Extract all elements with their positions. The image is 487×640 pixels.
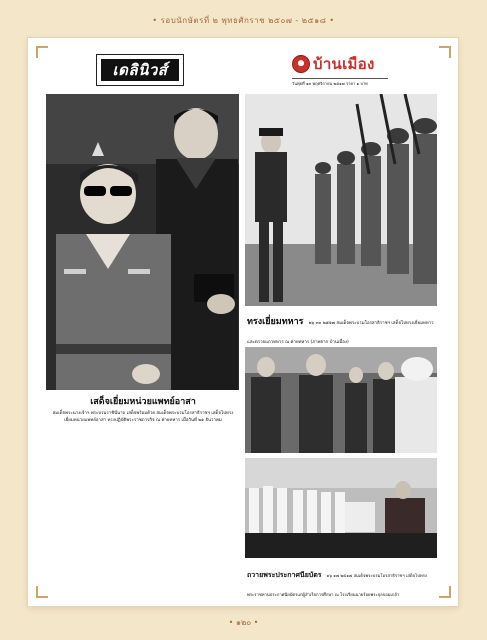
page-number: • ๑๒๐ • — [228, 618, 259, 627]
caption-photo-4 — [247, 562, 437, 600]
caption-photo-4-headline: ถวายพระประกาศนียบัตร — [247, 570, 322, 579]
photo-prince-inspecting-troops — [245, 94, 437, 306]
dailynews-masthead-name: เดลินิวส์ — [101, 59, 179, 81]
photo-4-illustration — [245, 458, 437, 558]
photo-officers-greeting — [245, 347, 437, 453]
caption-photo-1-body: สมเด็จพระนางเจ้าฯ พระบรมราชินีนาถ เสด็จพร้อมด้วย สมเด็จพระบรมโอรสาธิราชฯ เสด็จไปทรงเยี่ยมหน่วยแพทย์อาสา ทรงปฏิบัติพระราชภารกิจ ณ ค่ายทหาร เมื่อวันที่ ๒๑ ธันวาคม — [52, 411, 234, 423]
frame-corner-ornament — [36, 46, 48, 58]
photo-graduation-ceremony — [245, 458, 437, 558]
caption-photo-1 — [50, 394, 236, 424]
banmuang-masthead-name: บ้านเมือง — [313, 55, 375, 73]
page-header-title: • รอบนักษัตรที่ ๒ พุทธศักราช ๒๕๐๗ - ๒๕๑๘ • — [152, 16, 335, 25]
caption-photo-1-headline: เสด็จเยี่ยมหน่วยแพทย์อาสา — [90, 397, 196, 407]
frame-corner-ornament — [439, 46, 451, 58]
caption-photo-2-headline: ทรงเยี่ยมทหาร — [247, 317, 304, 327]
photo-2-illustration — [245, 94, 437, 306]
caption-photo-2 — [247, 309, 437, 347]
caption-photo-2-body: ๒๖ ๓๐ ๒๕๑๗ สมเด็จพระบรมโอรสาธิราชฯ เสด็จไปทรงเยี่ยมทหารและตรวจแถวทหาร ณ ค่ายทหาร (ภาพจาก บ้านเมือง) — [247, 321, 434, 345]
dailynews-masthead — [96, 54, 184, 86]
newspaper-emblem-icon — [292, 55, 310, 73]
frame-corner-ornament — [439, 586, 451, 598]
photo-1-illustration — [46, 94, 239, 390]
banmuang-masthead — [292, 52, 388, 86]
caption-photo-4-body: ๑๖ ๑๗ ๒๕๑๗ สมเด็จพระบรมโอรสาธิราชฯ เสด็จไปทรงพระราชทานประกาศนียบัตรแก่ผู้สำเร็จการศึกษา ณ โรงเรียนนายร้อยพระจุลจอมเกล้า — [247, 573, 427, 597]
photo-prince-with-medical-volunteer — [46, 94, 239, 390]
frame-corner-ornament — [36, 586, 48, 598]
photo-3-illustration — [245, 347, 437, 453]
banmuang-logo-row — [292, 52, 388, 76]
banmuang-masthead-subline: วันพุธที่ ๑๓ พฤศจิกายน ๒๕๑๗ ราคา ๑ บาท — [292, 78, 388, 87]
